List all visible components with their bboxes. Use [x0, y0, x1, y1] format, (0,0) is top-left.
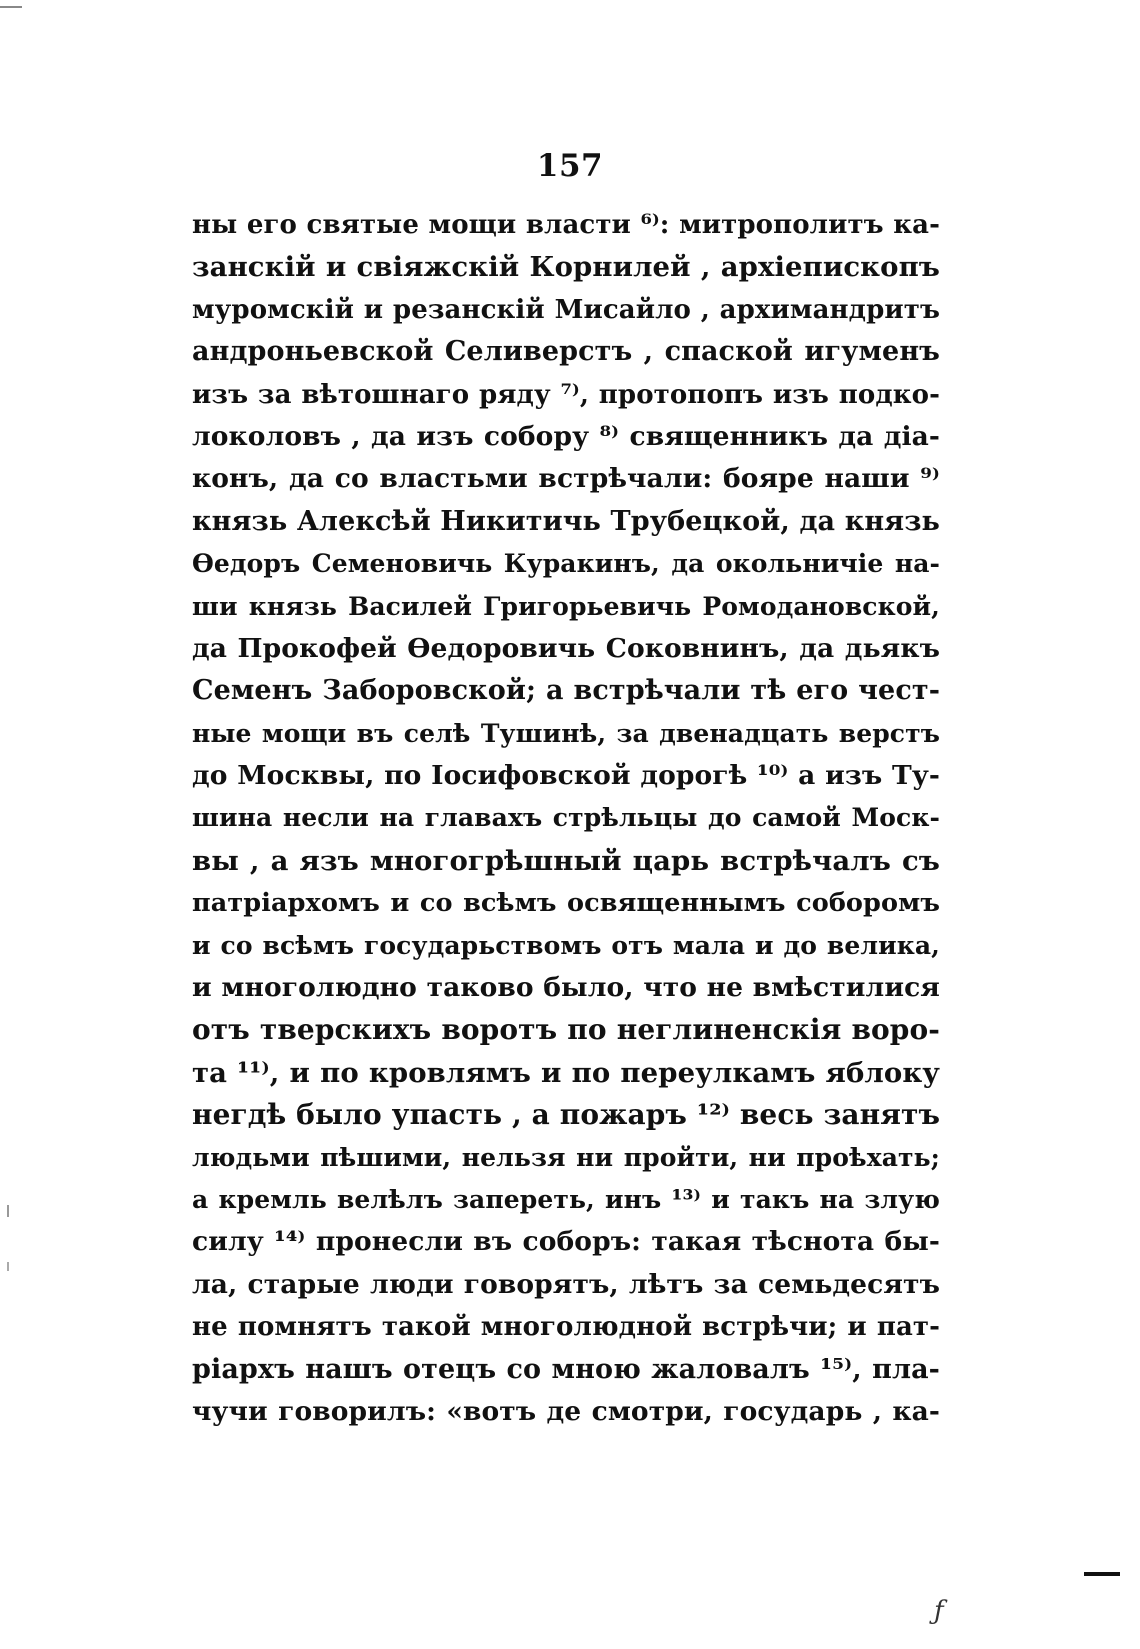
body-text [192, 204, 940, 1433]
text-line: до Москвы, по Іосифовской дорогѣ ¹⁰⁾ а изъ Ту- [192, 760, 940, 792]
text-line: отъ тверскихъ воротъ по неглиненскія воро- [192, 1013, 940, 1047]
text-line: князь Алексѣй Никитичь Трубецкой, да князь [192, 505, 940, 537]
scan-artifact-left [7, 1205, 9, 1217]
text-line: и многолюдно таково было, что не вмѣстилися [192, 972, 940, 1004]
text-line: чучи говорилъ: «вотъ де смотри, государь , ка- [192, 1395, 940, 1427]
text-line: муромскій и резанскій Мисайло , архимандритъ [192, 294, 940, 325]
text-line: занскій и свіяжскій Корнилей , архіепископъ [192, 251, 940, 284]
text-line: негдѣ было упасть , а пожаръ ¹²⁾ весь занятъ [192, 1098, 941, 1132]
text-line: локоловъ , да изъ собору ⁸⁾ священникъ да діа- [192, 420, 940, 452]
text-line: изъ за вѣтошнаго ряду ⁷⁾, протопопъ изъ подко- [192, 379, 940, 410]
text-line: людьми пѣшими, нельзя ни пройти, ни проѣхать; [192, 1142, 940, 1172]
text-line: та ¹¹⁾, и по кровлямъ и по переулкамъ яблоку [192, 1056, 940, 1089]
text-line: не помнятъ такой многолюдной встрѣчи; и пат- [192, 1312, 940, 1343]
text-line: ла, старые люди говорятъ, лѣтъ за семьдесятъ [192, 1268, 940, 1300]
text-line: вы , а язъ многогрѣшный царь встрѣчалъ съ [192, 844, 940, 877]
page-number: 157 [536, 148, 604, 184]
text-line: да Прокофей Ѳедоровичь Соковнинъ, да дьякъ [192, 632, 940, 664]
text-line: Семенъ Заборовской; а встрѣчали тѣ его чест- [192, 675, 940, 707]
text-line: ріархъ нашъ отецъ со мною жаловалъ ¹⁵⁾, пла- [192, 1353, 940, 1385]
text-line: шина несли на главахъ стрѣльцы до самой Моск- [192, 803, 940, 833]
scan-artifact-glyph: ƒ [934, 1596, 944, 1626]
scan-artifact-dash [1084, 1572, 1120, 1576]
scan-artifact-top-left [0, 6, 22, 8]
text-line: андроньевской Селиверстъ , спаской игуменъ [192, 336, 940, 368]
text-line: Ѳедоръ Семеновичь Куракинъ, да окольничіе на- [192, 549, 940, 579]
text-line: ши князь Василей Григорьевичь Ромодановской, [192, 591, 940, 621]
text-line: патріархомъ и со всѣмъ освященнымъ соборомъ [192, 888, 940, 919]
text-line: силу ¹⁴⁾ пронесли въ соборъ: такая тѣснота бы- [192, 1226, 940, 1258]
text-line: ные мощи въ селѣ Тушинѣ, за двенадцать верстъ [192, 718, 940, 748]
text-line: ны его святые мощи власти ⁶⁾: митрополитъ ка- [192, 210, 940, 240]
scan-artifact-left [7, 1262, 9, 1271]
text-line: конъ, да со властьми встрѣчали: бояре наши ⁹⁾ [192, 463, 940, 495]
text-line: а кремль велѣлъ запереть, инъ ¹³⁾ и такъ на злую [192, 1184, 940, 1214]
text-line: и со всѣмъ государьствомъ отъ мала и до велика, [192, 930, 940, 960]
